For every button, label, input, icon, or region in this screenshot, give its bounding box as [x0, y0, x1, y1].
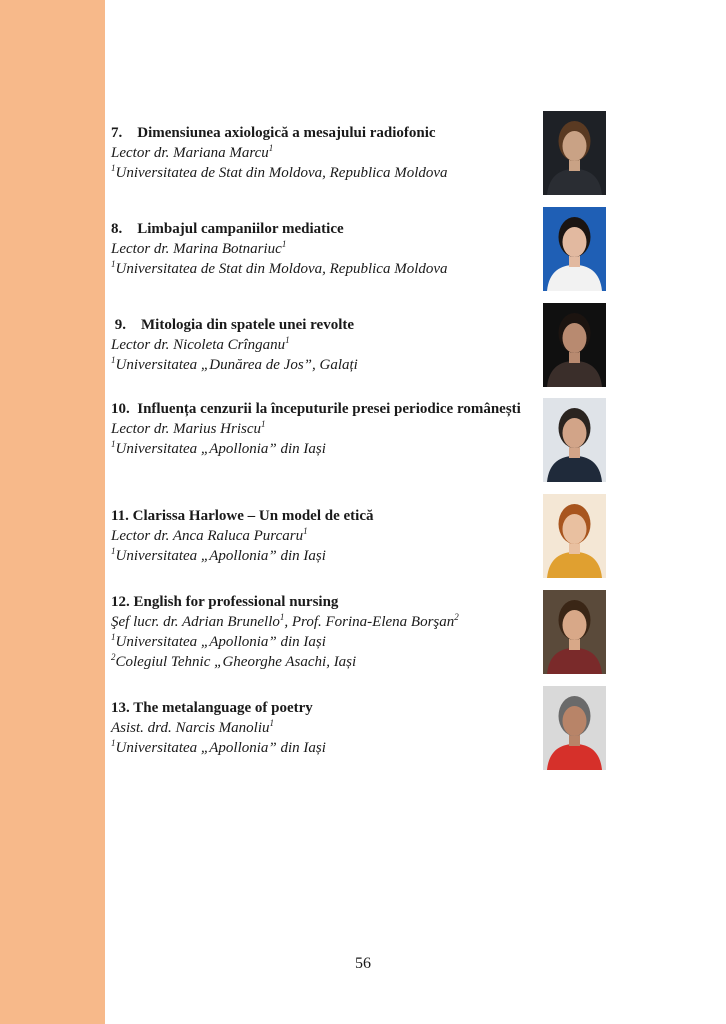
- entry-author: Asist. drd. Narcis Manoliu$^1$: [111, 718, 274, 736]
- entry-title[interactable]: 9. Mitologia din spatele unei revolte: [111, 317, 355, 333]
- entry-affiliation: $^1$Universitatea „Apollonia” din Iași: [111, 439, 326, 457]
- toc-entry-11[interactable]: [111, 506, 531, 566]
- portrait-image: [543, 494, 606, 578]
- entry-affiliation: $^2$Colegiul Tehnic „Gheorghe Asachi, Iași: [111, 652, 357, 670]
- toc-entry-7[interactable]: [111, 123, 531, 183]
- face: [563, 227, 587, 257]
- entry-affiliation: $^1$Universitatea „Apollonia” din Iași: [111, 738, 326, 756]
- toc-entry-12[interactable]: [111, 592, 531, 672]
- toc-entry-13[interactable]: [111, 698, 531, 758]
- portrait-image: [543, 303, 606, 387]
- entry-affiliation: $^1$Universitatea de Stat din Moldova, Republica Moldova: [111, 163, 448, 181]
- entry-affiliation: $^1$Universitatea „Apollonia” din Iași: [111, 546, 326, 564]
- entry-title[interactable]: 11. Clarissa Harlowe – Un model de etică: [111, 508, 374, 524]
- author-photo-7: [543, 111, 606, 195]
- portrait-image: [543, 398, 606, 482]
- portrait-image: [543, 111, 606, 195]
- page-number: 56: [355, 955, 371, 972]
- face: [563, 418, 587, 448]
- face: [563, 514, 587, 544]
- entry-affiliation: $^1$Universitatea de Stat din Moldova, Republica Moldova: [111, 259, 448, 277]
- entry-author: Şef lucr. dr. Adrian Brunello$^1$, Prof. Forina-Elena Borşan$^2$: [111, 612, 459, 630]
- toc-entry-8[interactable]: [111, 219, 531, 279]
- portrait-image: [543, 686, 606, 770]
- portrait-image: [543, 207, 606, 291]
- author-photo-12: [543, 590, 606, 674]
- toc-entry-10[interactable]: [111, 399, 531, 459]
- entry-affiliation: $^1$Universitatea „Dunărea de Jos”, Galați: [111, 355, 358, 373]
- entry-author: Lector dr. Mariana Marcu$^1$: [111, 143, 274, 161]
- author-photo-10: [543, 398, 606, 482]
- entry-author: Lector dr. Anca Raluca Purcaru$^1$: [111, 526, 308, 544]
- face: [563, 323, 587, 353]
- side-color-band: [0, 0, 105, 1024]
- author-photo-9: [543, 303, 606, 387]
- face: [563, 131, 587, 161]
- face: [563, 706, 587, 736]
- entry-title[interactable]: 10. Influența cenzurii la începuturile presei periodice românești: [111, 401, 521, 417]
- face: [563, 610, 587, 640]
- author-photo-13: [543, 686, 606, 770]
- entry-title[interactable]: 7. Dimensiunea axiologică a mesajului radiofonic: [111, 125, 436, 141]
- entry-affiliation: $^1$Universitatea „Apollonia” din Iași: [111, 632, 326, 650]
- entry-title[interactable]: 8. Limbajul campaniilor mediatice: [111, 221, 344, 237]
- entry-title[interactable]: 12. English for professional nursing: [111, 594, 339, 610]
- author-photo-8: [543, 207, 606, 291]
- entry-author: Lector dr. Marina Botnariuc$^1$: [111, 239, 287, 257]
- entry-author: Lector dr. Marius Hriscu$^1$: [111, 419, 266, 437]
- portrait-image: [543, 590, 606, 674]
- author-photo-11: [543, 494, 606, 578]
- entry-author: Lector dr. Nicoleta Crînganu$^1$: [111, 335, 290, 353]
- toc-entry-9[interactable]: [111, 315, 531, 375]
- entry-title[interactable]: 13. The metalanguage of poetry: [111, 700, 313, 716]
